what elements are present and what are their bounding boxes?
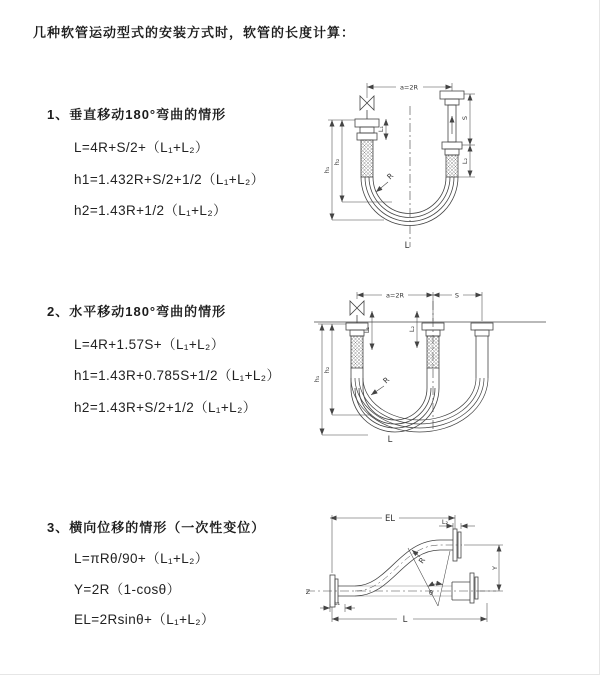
section-3-formula-L: L=πRθ/90+（L₁+L₂） — [74, 551, 209, 566]
dim-label-a2r: a=2R — [385, 291, 405, 300]
section-1-heading: 1、垂直移动180°弯曲的情形 — [47, 107, 227, 122]
section-2-formula-L: L=4R+1.57S+（L₁+L₂） — [74, 337, 225, 352]
section-3-formula-EL: EL=2Rsinθ+（L₁+L₂） — [74, 612, 215, 627]
dim-label-y: Y — [491, 566, 499, 570]
braided-hose-left — [351, 336, 363, 368]
section-3-heading: 3、横向位移的情形（一次性变位） — [47, 520, 266, 535]
dim-label-h2: h₂ — [333, 158, 341, 166]
dim-label-el: EL — [384, 514, 396, 524]
braided-hose-right — [446, 155, 458, 177]
section-3-formula-Y: Y=2R（1-cosθ） — [74, 582, 181, 597]
section-2-formula-h1: h1=1.43R+0.785S+1/2（L₁+L₂） — [74, 368, 281, 383]
dim-label-l2: L₂ — [461, 157, 469, 165]
dim-label-l1: L₁ — [363, 326, 371, 334]
dim-label-l2: L₂ — [441, 518, 449, 526]
diagram-lateral-displacement — [300, 505, 585, 650]
diagram-vertical-180-bend — [312, 72, 522, 264]
dim-label-r: R — [381, 375, 392, 386]
section-1-formula-h1: h1=1.432R+S/2+1/2（L₁+L₂） — [74, 172, 265, 187]
dim-label-r: R — [385, 171, 396, 182]
dim-label-h1: h₁ — [313, 375, 321, 383]
dim-label-l: L — [404, 241, 410, 251]
top-right-flange — [453, 529, 461, 561]
dim-label-s: S — [454, 291, 460, 300]
dim-label-a2r: a=2R — [399, 83, 419, 92]
braided-hose-left — [361, 140, 373, 177]
bottom-right-flange — [452, 573, 478, 603]
hose-s-centerline — [355, 545, 462, 591]
dim-label-theta: θ — [429, 589, 433, 597]
dim-label-l1: L₁ — [333, 599, 341, 607]
page-title: 几种软管运动型式的安装方式时，软管的长度计算： — [33, 25, 356, 40]
hose-s-curve — [355, 540, 453, 596]
diagram-horizontal-180-bend — [310, 283, 550, 453]
hose-u-bend-moved — [351, 378, 488, 432]
dim-label-l2: L₂ — [408, 325, 416, 333]
dim-label-l: L — [402, 615, 408, 625]
dim-label-r: R — [416, 555, 428, 566]
left-fitting — [355, 119, 379, 140]
section-2-formula-h2: h2=1.43R+S/2+1/2（L₁+L₂） — [74, 400, 257, 415]
dim-label-l: L — [387, 435, 393, 445]
right-fitting — [471, 323, 493, 336]
valve-icon — [350, 301, 364, 315]
section-1-formula-L: L=4R+S/2+（L₁+L₂） — [74, 140, 209, 155]
section-2-heading: 2、水平移动180°弯曲的情形 — [47, 304, 227, 319]
axis-mark-z: Z — [305, 588, 311, 596]
dim-label-h2: h₂ — [323, 366, 331, 374]
dim-label-l1: L₁ — [377, 125, 385, 133]
valve-icon — [360, 96, 374, 110]
braided-hose-middle — [427, 336, 439, 368]
dim-label-h1: h₁ — [323, 166, 331, 174]
dim-label-s: S — [461, 115, 469, 121]
hose-u-bend — [361, 177, 458, 226]
angle-construction — [408, 548, 450, 606]
section-1-formula-h2: h2=1.43R+1/2（L₁+L₂） — [74, 203, 227, 218]
